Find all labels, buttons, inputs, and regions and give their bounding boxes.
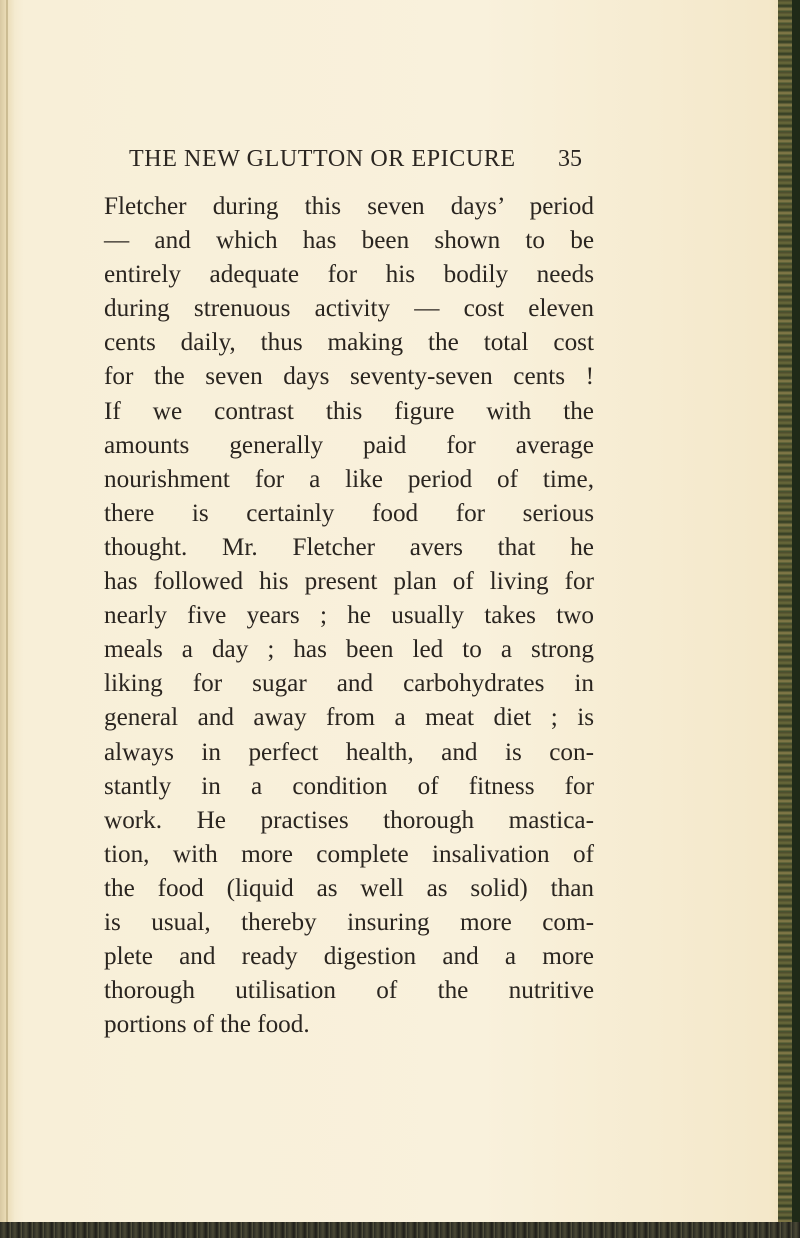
text-line: nearly five years ; he usually takes two (104, 602, 594, 630)
page-stack-edge (778, 0, 800, 1238)
text-line: Fletcher during this seven days’ period (104, 193, 594, 220)
text-line: — and which has been shown to be (104, 227, 594, 255)
text-line: If we contrast this figure with the (104, 397, 594, 425)
text-line: tion, with more complete insalivation of (104, 840, 594, 868)
text-line: meals a day ; has been led to a strong (104, 636, 594, 664)
text-line: nourishment for a like period of time, (104, 465, 594, 493)
text-line: there is certainly food for serious (104, 499, 594, 527)
text-line: always in perfect health, and is con- (104, 738, 594, 766)
text-line: has followed his present plan of living for (104, 568, 594, 596)
text-line: general and away from a meat diet ; is (104, 704, 594, 732)
running-title: THE NEW GLUTTON OR EPICURE (129, 146, 516, 172)
text-line: cents daily, thus making the total cost (104, 329, 594, 357)
text-line: is usual, thereby insuring more com- (104, 908, 594, 936)
text-line: for the seven days seventy-seven cents ! (104, 363, 594, 391)
gutter-line (6, 0, 8, 1238)
text-line: amounts generally paid for average (104, 431, 594, 459)
page-gutter-edge (0, 0, 14, 1238)
body-text (104, 190, 594, 1042)
text-line: the food (liquid as well as solid) than (104, 874, 594, 902)
text-line: plete and ready digestion and a more (104, 943, 594, 971)
text-line: liking for sugar and carbohydrates in (104, 670, 594, 698)
bottom-cover-edge (0, 1222, 800, 1238)
text-line: thought. Mr. Fletcher avers that he (104, 533, 594, 561)
text-line-last: portions of the food. (104, 1011, 310, 1039)
book-cover-edge (792, 0, 800, 1238)
text-line: during strenuous activity — cost eleven (104, 295, 594, 323)
text-line: entirely adequate for his bodily needs (104, 261, 594, 289)
text-line: work. He practises thorough mastica- (104, 806, 594, 834)
text-line: stantly in a condition of fitness for (104, 772, 594, 800)
page-number: 35 (558, 146, 582, 172)
text-line: thorough utilisation of the nutritive (104, 977, 594, 1005)
running-head (0, 146, 800, 178)
